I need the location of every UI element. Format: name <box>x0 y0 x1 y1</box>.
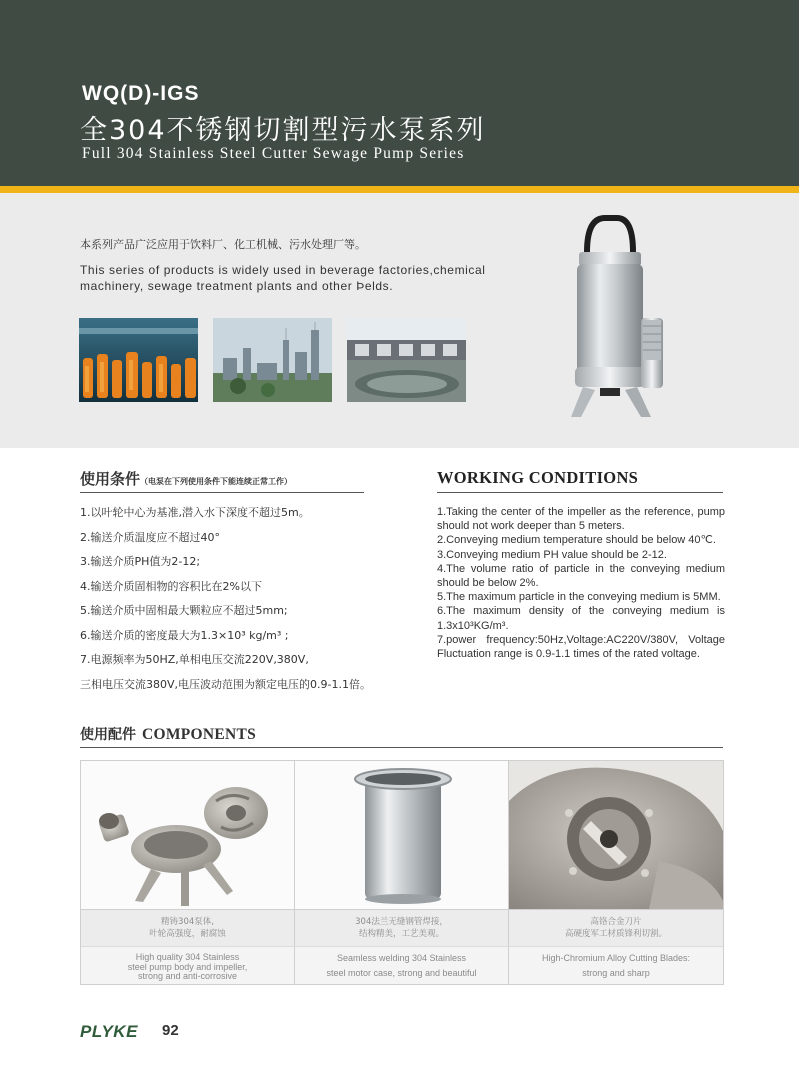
condition-item-cn: 4.输送介质固相物的容积比在2%以下 <box>80 579 262 593</box>
components-title: 使用配件 COMPONENTS <box>80 726 257 743</box>
condition-item-en: 7.power frequency:50Hz,Voltage:AC220V/380V, Voltage Fluctuation range is 0.9-1.1 times of the rated voltage. <box>437 633 725 661</box>
model-code: WQ(D)-IGS <box>82 82 200 105</box>
conditions-title-chinese: 使用条件（电泵在下列使用条件下能连续正常工作） <box>80 470 293 488</box>
beverage-factory-photo <box>79 318 198 402</box>
divider-components <box>80 747 723 748</box>
condition-item-en: 1.Taking the center of the impeller as the reference, pump should not work deeper than 5 meters. <box>437 506 725 533</box>
condition-item-cn: 3.输送介质PH值为2-12; <box>80 555 201 568</box>
conditions-title-english: WORKING CONDITIONS <box>437 468 639 487</box>
title-english: Full 304 Stainless Steel Cutter Sewage Pump Series <box>82 145 465 162</box>
condition-item-cn: 三相电压交流380V,电压波动范围为额定电压的0.9-1.1倍。 <box>80 677 371 691</box>
chemical-plant-photo <box>213 318 332 402</box>
condition-item-en: 2.Conveying medium temperature should be below 40℃. <box>437 534 716 547</box>
condition-item-cn: 6.输送介质的密度最大为1.3×10³ kg/m³ ; <box>80 628 289 642</box>
component-caption-en: High-Chromium Alloy Cutting Blades: strong and sharp <box>509 946 723 984</box>
component-caption-en: Seamless welding 304 Stainless steel motor case, strong and beautiful <box>295 946 509 984</box>
sewage-plant-photo <box>347 318 466 402</box>
components-grid <box>80 760 724 985</box>
component-caption-cn: 高铬合金刀片 高硬度军工材质锋利切割。 <box>509 909 723 946</box>
condition-item-cn: 1.以叶轮中心为基准,潜入水下深度不超过5m。 <box>80 506 310 519</box>
condition-item-en: 4.The volume ratio of particle in the conveying medium should be below 2%. <box>437 562 725 590</box>
conditions-subtitle-chinese: （电泵在下列使用条件下能连续正常工作） <box>140 477 293 486</box>
condition-item-en: 5.The maximum particle in the conveying medium is 5MM. <box>437 591 721 604</box>
conditions-list-chinese <box>80 505 380 692</box>
conditions-list-english <box>437 505 725 661</box>
cutting-blades-image <box>509 761 723 909</box>
condition-item-en: 6.The maximum density of the conveying medium is 1.3x10³KG/m³. <box>437 605 725 632</box>
component-caption-en: High quality 304 Stainless steel pump body and impeller, strong and anti-corrosive <box>81 946 295 984</box>
pump-product-image <box>555 212 685 424</box>
intro-text-english: This series of products is widely used in beverage factories,chemical machinery, sewage treatment plants and other Þelds. <box>80 263 486 293</box>
title-chinese: 全304不锈钢切割型污水泵系列 <box>80 115 486 146</box>
condition-item-en: 3.Conveying medium PH value should be 2-12. <box>437 548 667 561</box>
divider-right <box>437 492 723 493</box>
component-caption-cn: 精铸304泵体, 叶轮高强度，耐腐蚀 <box>81 909 295 946</box>
intro-text-chinese: 本系列产品广泛应用于饮料厂、化工机械、污水处理厂等。 <box>80 238 366 251</box>
condition-item-cn: 5.输送介质中固相最大颗粒应不超过5mm; <box>80 604 288 617</box>
divider-left <box>80 492 364 493</box>
header-accent-bar <box>0 186 799 193</box>
component-caption-cn: 304法兰无缝钢管焊接， 结构精美，工艺美观。 <box>295 909 509 946</box>
brand-logo: PLYKE <box>80 1022 138 1041</box>
pump-body-impeller-image <box>81 761 295 909</box>
condition-item-cn: 2.输送介质温度应不超过40° <box>80 530 220 544</box>
motor-case-image <box>295 761 509 909</box>
page-number: 92 <box>162 1022 179 1039</box>
condition-item-cn: 7.电源频率为50HZ,单相电压交流220V,380V, <box>80 653 309 666</box>
